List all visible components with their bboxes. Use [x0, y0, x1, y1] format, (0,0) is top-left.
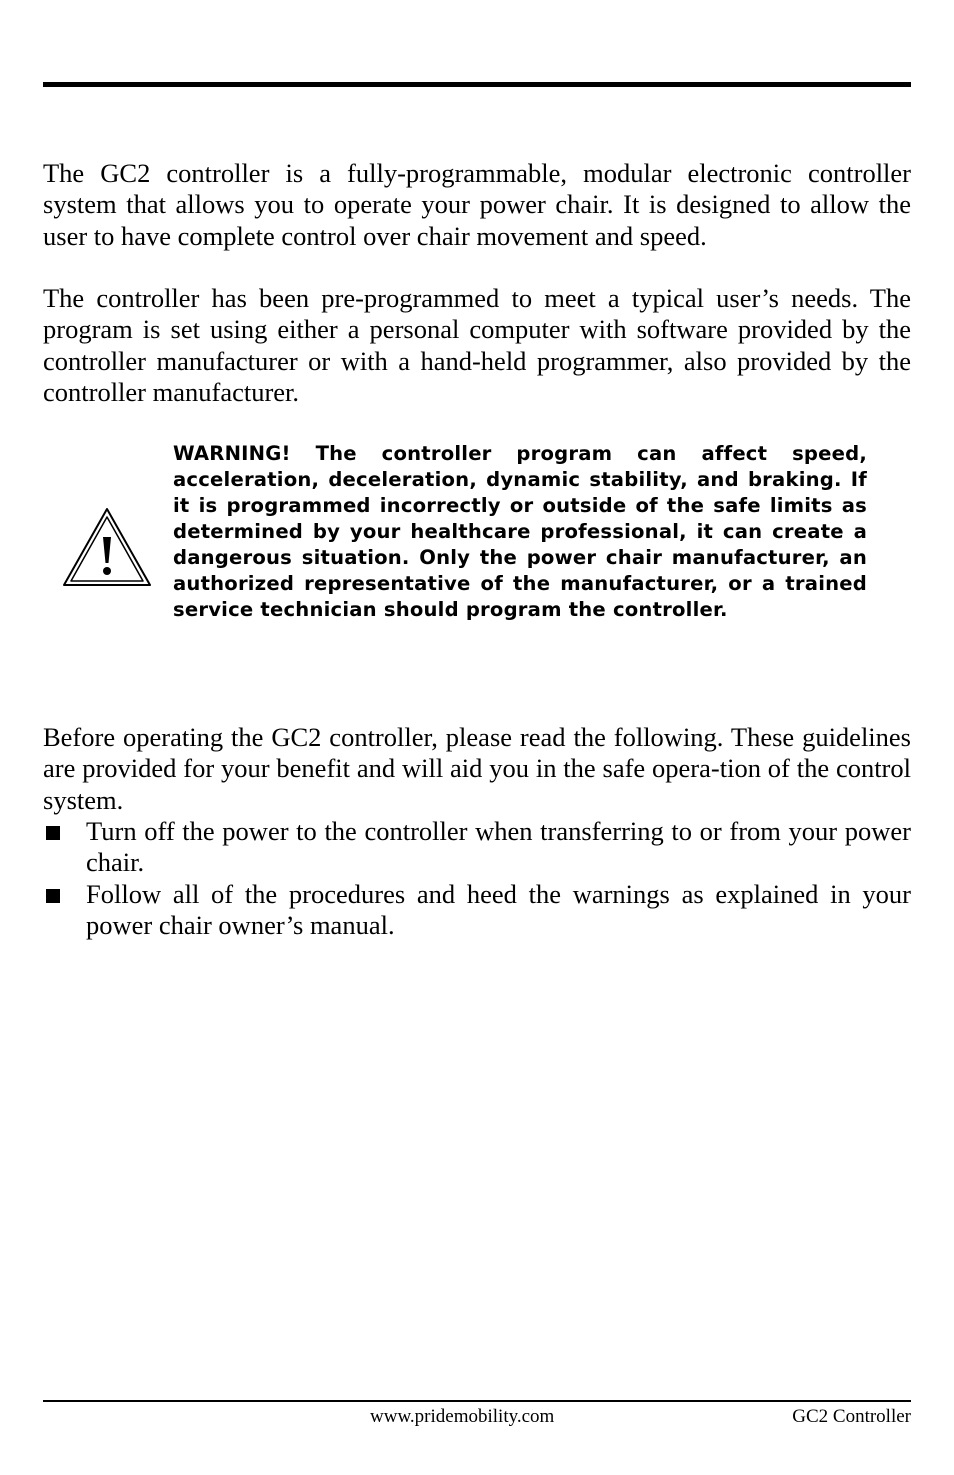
list-item — [43, 879, 911, 942]
square-bullet-icon — [46, 826, 60, 840]
header-rule — [43, 82, 911, 87]
list-item-text: Turn off the power to the controller when transferring to or from your power chair. — [86, 816, 911, 878]
square-bullet-icon — [46, 889, 60, 903]
intro-paragraph: The GC2 controller is a fully-programmable, modular electronic controller system that allows you to operate your power chair. It is designed to allow the user to have complete control over chair movement and speed. — [43, 158, 911, 251]
footer-title: GC2 Controller — [792, 1406, 911, 1427]
warning-text: WARNING! The controller program can affect speed, acceleration, deceleration, dynamic stability, and braking. If it is programmed incorrectly or outside of the safe limits as determined by your healthcare professional, it can create a dangerous situation. Only the power chair manufacturer, an authorized representative of the manufacturer, or a trained service technician should program the controller. — [173, 442, 867, 621]
footer-rule — [43, 1400, 911, 1402]
list-item-text: Follow all of the procedures and heed the warnings as explained in your power chair owner’s manual. — [86, 878, 911, 940]
list-item — [43, 816, 911, 879]
warning-triangle-icon — [62, 507, 152, 587]
safety-intro-paragraph: Before operating the GC2 controller, please read the following. These guidelines are provided for your benefit and will aid you in the safe opera-tion of the control system. — [43, 722, 911, 815]
programming-paragraph: The controller has been pre-programmed to meet a typical user’s needs. The program is set using either a personal computer with software provided by the controller manufacturer or with a hand-held programmer, also provided by the controller manufacturer. — [43, 283, 911, 407]
guideline-list — [43, 816, 911, 941]
footer-url: www.pridemobility.com — [370, 1406, 555, 1427]
